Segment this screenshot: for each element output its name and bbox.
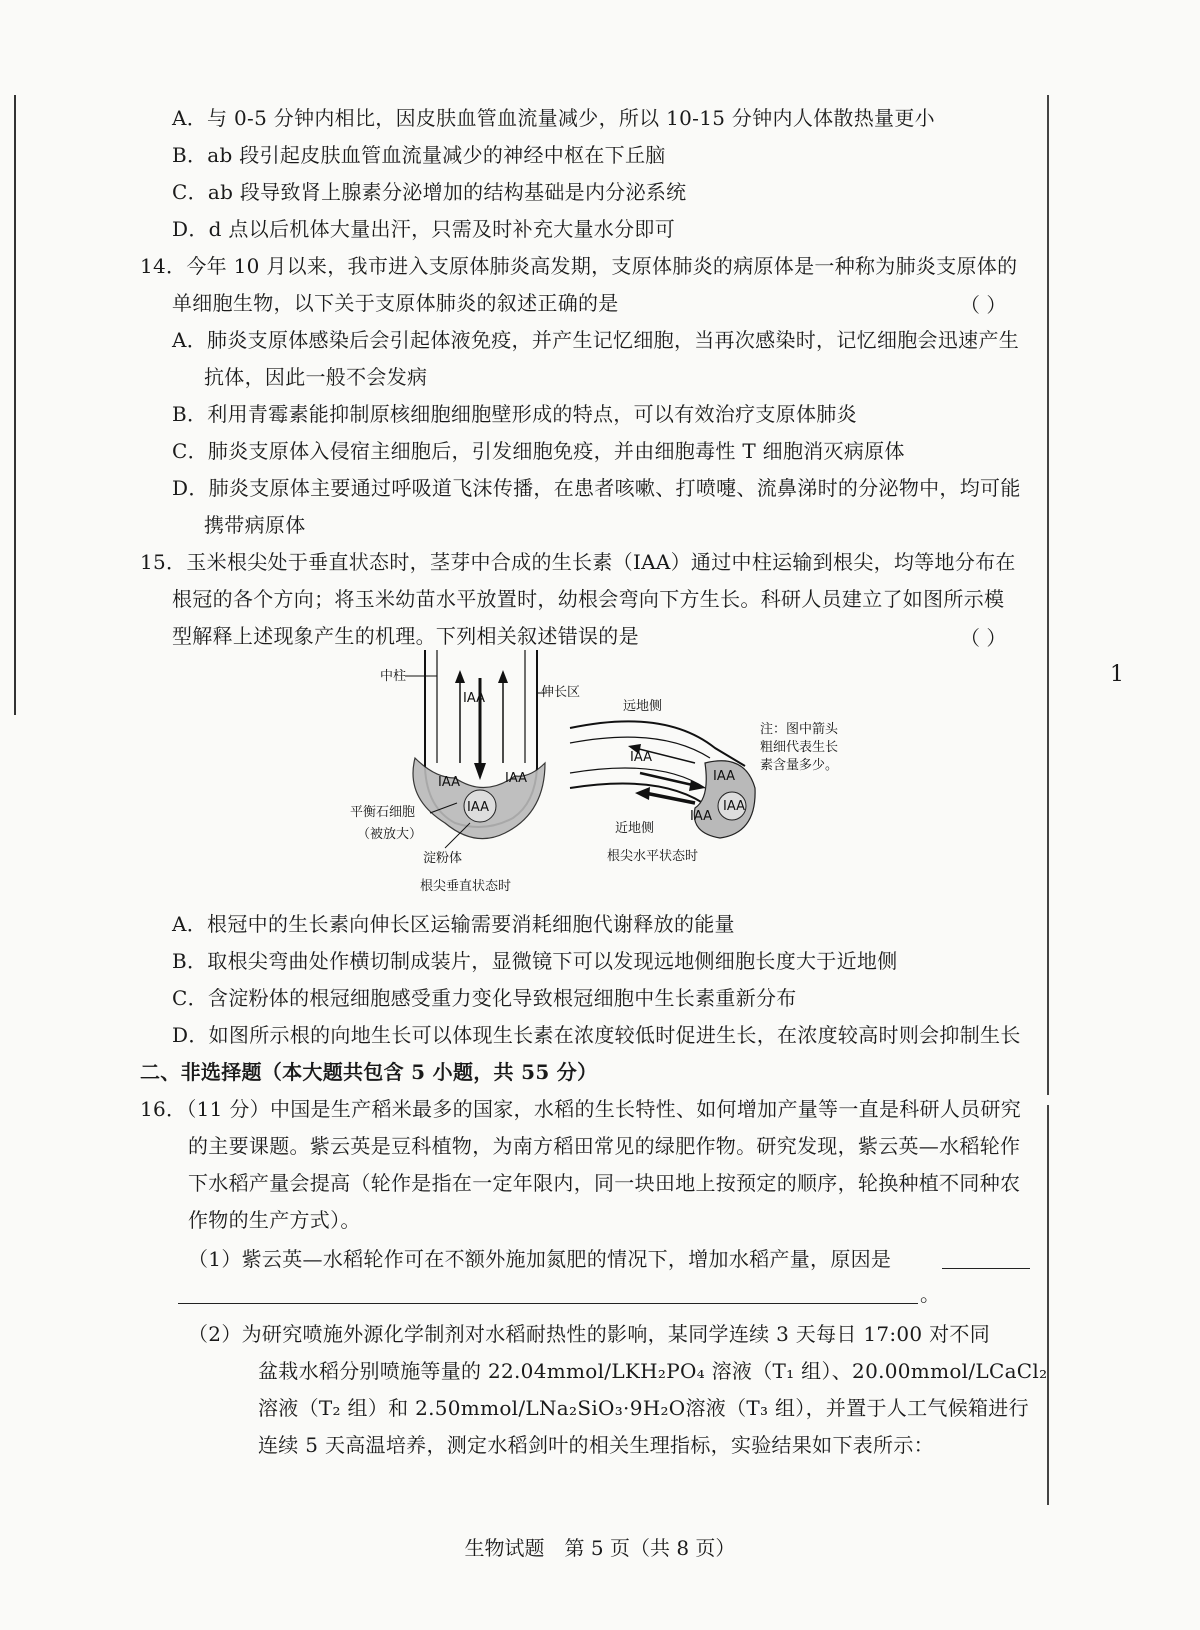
q16-part2-line4: 连续 5 天高温培养，测定水稻剑叶的相关生理指标，实验结果如下表所示： [258,1433,934,1457]
q16-part2-line1: （2）为研究喷施外源化学制剂对水稻耐热性的影响，某同学连续 3 天每日 17:00 对不同 [188,1322,991,1346]
q15-stem-line3: 型解释上述现象产生的机理。下列相关叙述错误的是 [172,624,639,648]
note-line-2: 粗细代表生长 [760,740,839,755]
q14-stem-line1: 14．今年 10 月以来，我市进入支原体肺炎高发期，支原体肺炎的病原体是一种称为肺炎支原体的 [140,254,1018,278]
dianfenti-label: 淀粉体 [423,851,463,866]
q16-part1-end: 。 [920,1282,941,1306]
q14-stem-line2: 单细胞生物，以下关于支原体肺炎的叙述正确的是 [172,291,619,315]
note-line-1: 注：图中箭头 [760,722,839,737]
q13-option-d: D．d 点以后机体大量出汗，只需及时补充大量水分即可 [172,217,675,241]
q16-line2: 的主要课题。紫云英是豆科植物，为南方稻田常见的绿肥作物。研究发现，紫云英—水稻轮作 [188,1134,1021,1158]
q14-option-a-line1: A．肺炎支原体感染后会引起体液免疫，并产生记忆细胞，当再次感染时，记忆细胞会迅速产生 [172,328,1020,352]
q16-part2-line3: 溶液（T₂ 组）和 2.50mmol/LNa₂SiO₃·9H₂O溶液（T₃ 组），并置于人工气候箱进行 [258,1396,1029,1420]
section-2-heading: 二、非选择题（本大题共包含 5 小题，共 55 分） [140,1060,598,1084]
left-binding-line [14,95,16,715]
horizontal-iaa-label-3: IAA [723,799,745,814]
q16-part2-line2: 盆栽水稻分别喷施等量的 22.04mmol/LKH₂PO₄ 溶液（T₁ 组）、20.00mmol/LCaCl₂ [258,1359,1048,1383]
horizontal-iaa-label-2: IAA [713,769,735,784]
note-line-3: 素含量多少。 [760,758,839,773]
q14-answer-paren: （ ） [960,293,1007,317]
zhongzhu-label: 中柱 [380,669,407,684]
q15-option-d: D．如图所示根的向地生长可以体现生长素在浓度较低时促进生长，在浓度较高时则会抑制生长 [172,1023,1021,1047]
q13-option-c: C．ab 段导致肾上腺素分泌增加的结构基础是内分泌系统 [172,180,687,204]
pingheng-label-1: 平衡石细胞 [350,805,416,820]
shenchangqu-label: 伸长区 [541,685,581,700]
q16-line1: 16．（11 分）中国是生产稻米最多的国家，水稻的生长特性、如何增加产量等一直是科研人员研究 [140,1097,1022,1121]
q15-option-b: B．取根尖弯曲处作横切制成装片，显微镜下可以发现远地侧细胞长度大于近地侧 [172,949,898,973]
vertical-iaa-label-3: IAA [505,771,527,786]
vertical-caption: 根尖垂直状态时 [420,879,512,894]
q15-stem-line1: 15．玉米根尖处于垂直状态时，茎芽中合成的生长素（IAA）通过中柱运输到根尖，均等地分布在 [140,550,1016,574]
vertical-iaa-label-2: IAA [438,775,460,790]
q15-answer-paren: （ ） [960,626,1007,650]
q16-part1: （1）紫云英—水稻轮作可在不额外施加氮肥的情况下，增加水稻产量，原因是 [188,1247,892,1271]
q14-option-c: C．肺炎支原体入侵宿主细胞后，引发细胞免疫，并由细胞毒性 T 细胞消灭病原体 [172,439,905,463]
q16-line3: 下水稻产量会提高（轮作是指在一定年限内，同一块田地上按预定的顺序，轮换种植不同种农 [188,1171,1021,1195]
horizontal-iaa-label-4: IAA [690,809,712,824]
q13-option-a: A．与 0-5 分钟内相比，因皮肤血管血流量减少，所以 10-15 分钟内人体散热量更小 [172,106,935,130]
q14-option-b: B．利用青霉素能抑制原核细胞细胞壁形成的特点，可以有效治疗支原体肺炎 [172,402,857,426]
q15-stem-line2: 根冠的各个方向；将玉米幼苗水平放置时，幼根会弯向下方生长。科研人员建立了如图所示模 [172,587,1005,611]
q16-line4: 作物的生产方式）。 [188,1208,361,1232]
q16-part1-answer-blank-2[interactable] [178,1303,918,1304]
vertical-root-diagram [350,650,580,894]
jindi-label: 近地侧 [615,821,655,836]
horizontal-iaa-label-1: IAA [630,750,652,765]
root-gravitropism-figure [345,648,855,898]
vertical-iaa-label-1: IAA [463,691,485,706]
horizontal-caption: 根尖水平状态时 [607,849,699,864]
page-footer: 生物试题 第 5 页（共 8 页） [464,1536,736,1560]
q15-option-a: A．根冠中的生长素向伸长区运输需要消耗细胞代谢释放的能量 [172,912,735,936]
q14-option-d-line1: D．肺炎支原体主要通过呼吸道飞沫传播，在患者咳嗽、打喷嚏、流鼻涕时的分泌物中，均可能 [172,476,1021,500]
q14-option-d-line2: 携带病原体 [204,513,306,537]
yuandi-label: 远地侧 [623,699,663,714]
q14-option-a-line2: 抗体，因此一般不会发病 [204,365,428,389]
right-binding-line [1047,95,1049,1095]
pingheng-label-2: （被放大） [357,827,423,842]
q16-part1-answer-blank-1[interactable] [942,1268,1030,1269]
right-binding-line-lower [1047,1105,1049,1505]
vertical-iaa-label-4: IAA [467,800,489,815]
margin-mark: 1 [1110,662,1124,687]
horizontal-root-diagram [570,698,839,864]
q15-option-c: C．含淀粉体的根冠细胞感受重力变化导致根冠细胞中生长素重新分布 [172,986,797,1010]
q13-option-b: B．ab 段引起皮肤血管血流量减少的神经中枢在下丘脑 [172,143,666,167]
